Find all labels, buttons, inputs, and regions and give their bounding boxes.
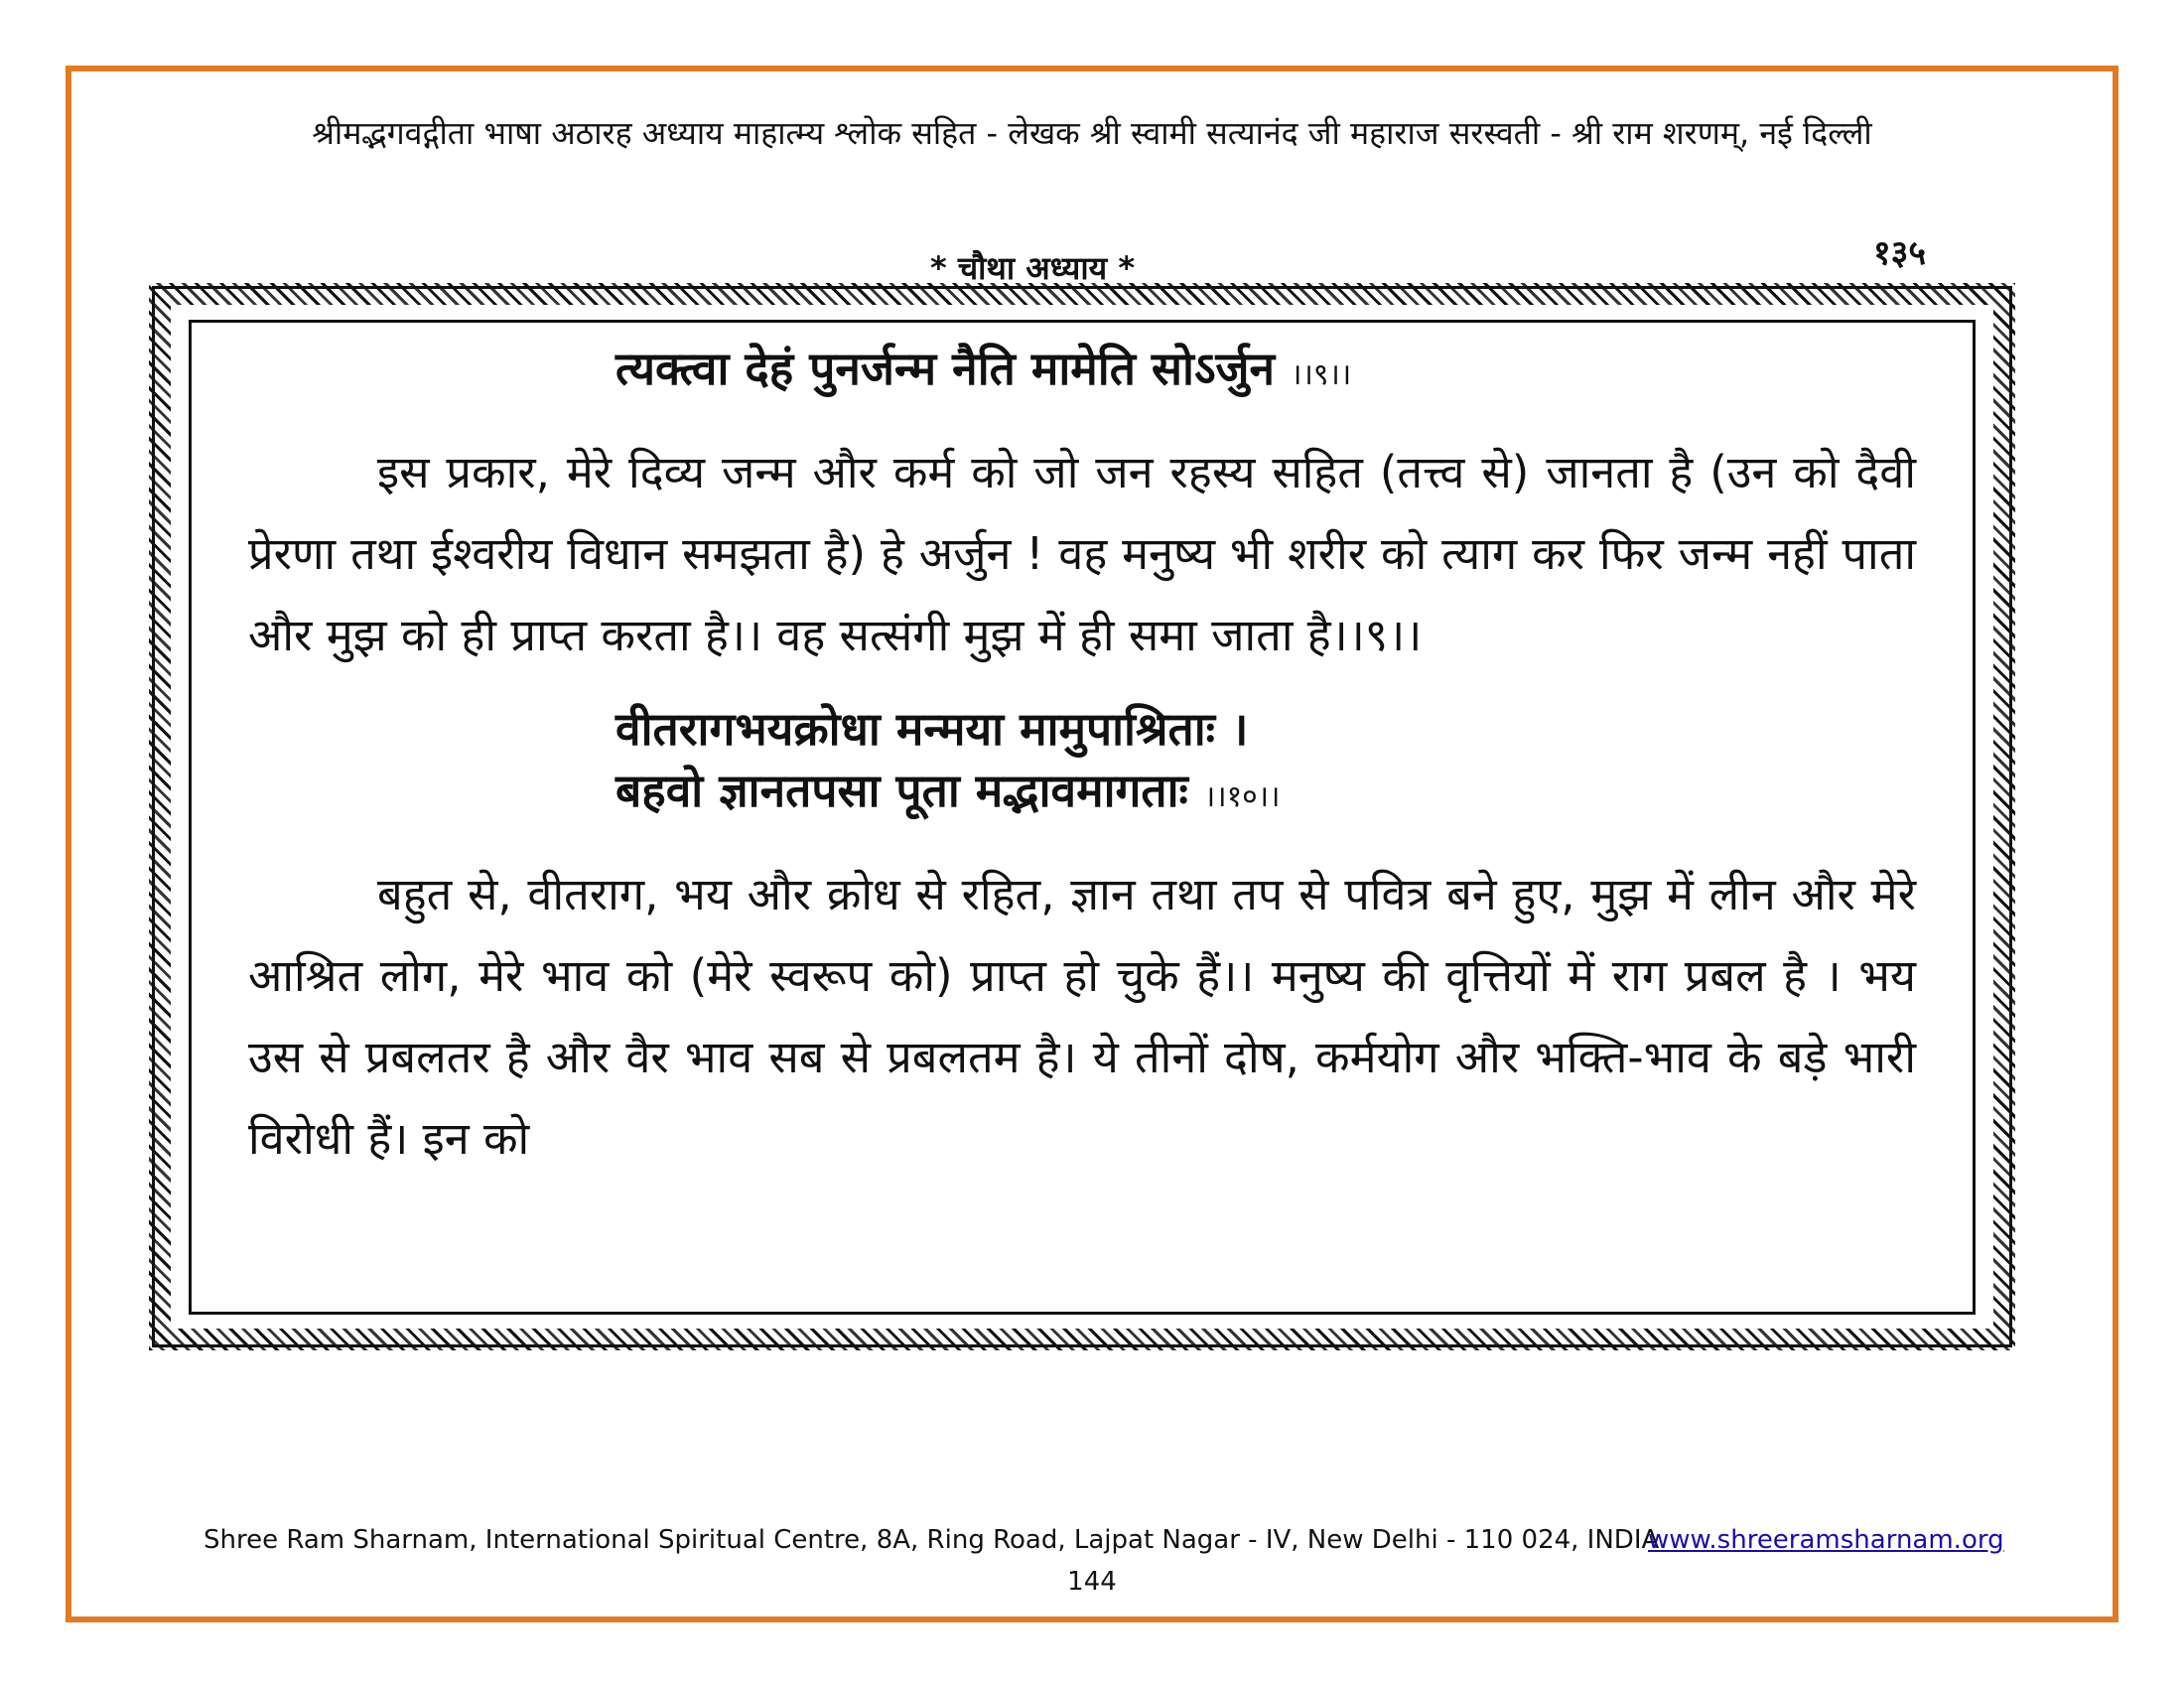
verse-10-line-2-text: बहवो ज्ञानतपसा पूता मद्भावमागताः: [615, 764, 1188, 817]
document-header-title: श्रीमद्भगवद्गीता भाषा अठारह अध्याय माहात्म्य श्लोक सहित - लेखक श्री स्वामी सत्यानंद जी महाराज सरस्वती - श्री राम शरणम्, नई दिल्ली: [312, 114, 1872, 152]
verse-9-number: ।।९।।: [1291, 357, 1352, 392]
footer-website-link[interactable]: www.shreeramsharnam.org: [1648, 1525, 2004, 1555]
verse-10: [248, 698, 1916, 828]
scanned-page-content: [248, 338, 1916, 1201]
footer-address: Shree Ram Sharnam, International Spiritual Centre, 8A, Ring Road, Lajpat Nagar - IV, New Delhi - 110 024, INDIA: [204, 1525, 1660, 1555]
chapter-title: * चौथा अध्याय *: [929, 249, 1136, 287]
verse-10-line-2: [248, 760, 1916, 828]
verse-10-number: ।।१०।।: [1203, 779, 1281, 814]
commentary-paragraph-1: इस प्रकार, मेरे दिव्य जन्म और कर्म को जो जन रहस्य सहित (तत्त्व से) जानता है (उन को दैवी प्रेरणा तथा ईश्वरीय विधान समझता है) हे अर्जुन ! वह मनुष्य भी शरीर को त्याग कर फिर जन्म नहीं पाता और मुझ को ही प्राप्त करता है।। वह सत्संगी मुझ में ही समा जाता है।।९।।: [248, 446, 1916, 661]
verse-9-text: त्यक्त्वा देहं पुनर्जन्म नैति मामेति सोऽर्जुन: [615, 342, 1276, 395]
scan-page-number: १३५: [1872, 233, 1926, 273]
commentary-paragraph-2: बहुत से, वीतराग, भय और क्रोध से रहित, ज्ञान तथा तप से पवित्र बने हुए, मुझ में लीन और मेरे आश्रित लोग, मेरे भाव को (मेरे स्वरूप को) प्राप्त हो चुके हैं।। मनुष्य की वृत्तियों में राग प्रबल है । भय उस से प्रबलतर है और वैर भाव सब से प्रबलतम है। ये तीनों दोष, कर्मयोग और भक्ति-भाव के बड़े भारी विरोधी हैं। इन को: [248, 868, 1916, 1165]
verse-10-line-1: वीतरागभयक्रोधा मन्मया मामुपाश्रिताः ।: [615, 702, 1249, 756]
verse-9: [248, 338, 1916, 406]
footer-page-number: 144: [1067, 1567, 1117, 1597]
